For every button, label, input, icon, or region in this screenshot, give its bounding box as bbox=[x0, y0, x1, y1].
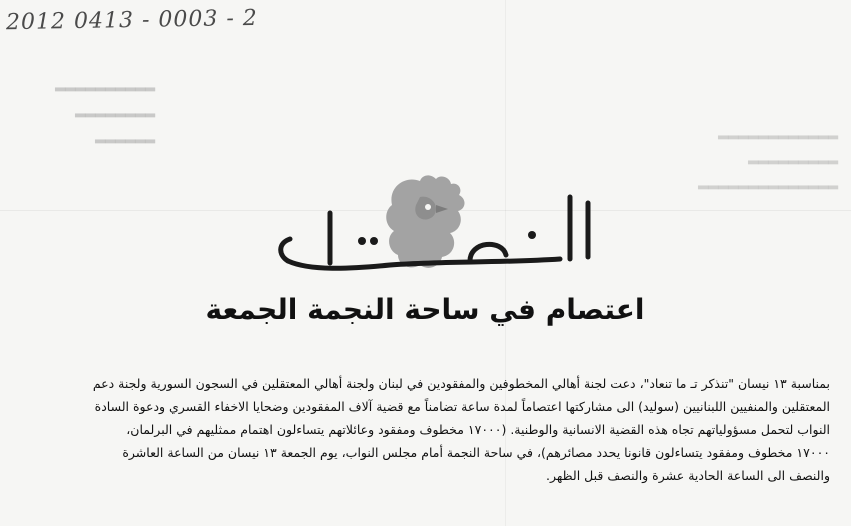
article-headline: اعتصام في ساحة النجمة الجمعة bbox=[205, 293, 645, 326]
rooster-icon bbox=[386, 175, 464, 267]
handwritten-reference-number: 2012 0413 - 0003 - 2 bbox=[5, 5, 258, 36]
article-line: المعتقلين والمنفيين اللبنانيين (سوليد) الى مشاركتها اعتصاماً لمدة ساعة تضامناً مع قضية آلاف المفقودين وضحايا الاخفاء القسري ودعوة السادة bbox=[94, 399, 830, 414]
newspaper-masthead-logo bbox=[270, 175, 610, 280]
article-body bbox=[90, 372, 830, 487]
article-line: النواب لتحمل مسؤولياتهم تجاه هذه القضية الانسانية والوطنية. (١٧٠٠٠ مخطوف ومفقود وعائلاتهم يتساءلون اهتمام ممثليهم في البرلمان، bbox=[126, 422, 830, 437]
bleed-through-text-right: ▂▂▂▂▂▂▂▂▂▂▂▂ ▂▂▂▂▂▂▂▂▂ ▂▂▂▂▂▂▂▂▂▂▂▂▂▂ bbox=[698, 125, 838, 190]
article-line: والنصف الى الساعة الحادية عشرة والنصف قبل الظهر. bbox=[546, 468, 830, 483]
article-line: ١٧٠٠٠ مخطوف ومفقود يتساءلون قانونا يحدد مصائرهم)، في ساحة النجمة أمام مجلس النواب، يوم الجمعة ١٣ نيسان من الساعة العاشرة bbox=[122, 445, 830, 460]
article-line: بمناسبة ١٣ نيسان "تنذكر تـ ما تنعاد"، دعت لجنة أهالي المخطوفين والمفقودين في لبنان ولجنة أهالي المعتقلين في السجون السورية ولجنة دعم bbox=[92, 376, 830, 391]
bleed-through-text-left: ▂▂▂▂▂▂▂▂▂▂ ▂▂▂▂▂▂▂▂ ▂▂▂▂▂▂ bbox=[55, 77, 155, 144]
